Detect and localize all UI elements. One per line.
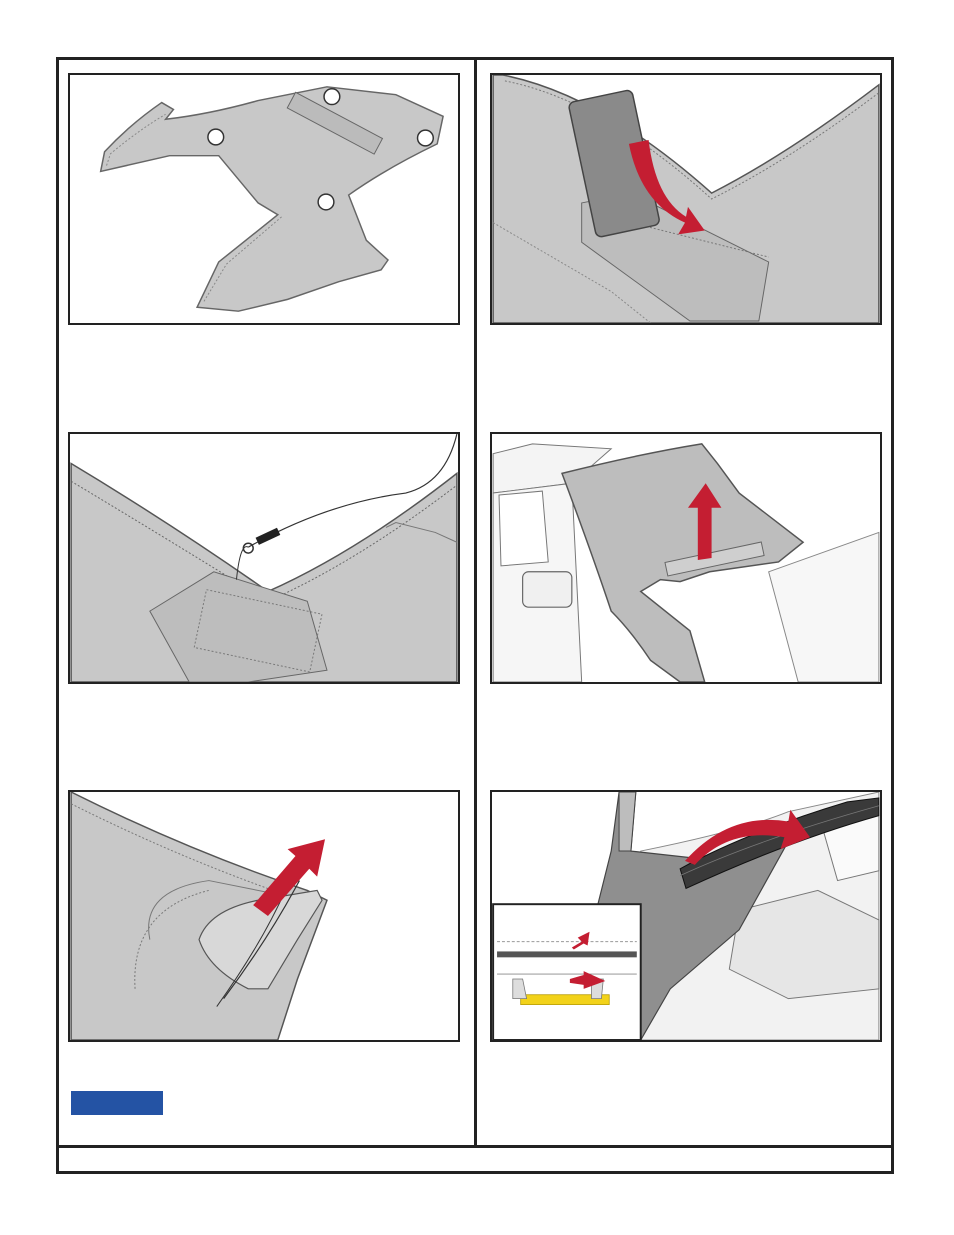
figure-step-2 bbox=[490, 73, 882, 325]
fabric-pattern-illustration bbox=[70, 75, 458, 323]
zipper-ring bbox=[243, 543, 253, 553]
zipper-pull-illustration bbox=[70, 434, 458, 682]
vehicle-fabric-illustration bbox=[492, 434, 880, 682]
caption-step-5 bbox=[68, 1054, 460, 1086]
figure-step-1 bbox=[68, 73, 460, 325]
marker-circle-3 bbox=[418, 130, 434, 146]
note-badge bbox=[71, 1091, 163, 1115]
side-mirror bbox=[523, 572, 572, 607]
marker-circle-4 bbox=[318, 194, 334, 210]
caption-step-3 bbox=[68, 696, 460, 756]
column-divider bbox=[474, 57, 477, 1147]
detail-inset bbox=[493, 904, 641, 1040]
door-window bbox=[499, 491, 548, 566]
marker-circle-1 bbox=[324, 89, 340, 105]
caption-step-2 bbox=[490, 336, 882, 396]
footer-bar bbox=[59, 1148, 891, 1171]
marker-circle-2 bbox=[208, 129, 224, 145]
squeegee-illustration bbox=[492, 75, 880, 323]
caption-step-1 bbox=[68, 336, 460, 396]
caption-step-6 bbox=[490, 1054, 882, 1114]
seal-install-illustration bbox=[492, 792, 880, 1040]
figure-step-4 bbox=[490, 432, 882, 684]
figure-step-5 bbox=[68, 790, 460, 1042]
fabric-flap-illustration bbox=[70, 792, 458, 1040]
figure-step-6 bbox=[490, 790, 882, 1042]
fabric-piece bbox=[101, 87, 443, 311]
zipper-pull-tab bbox=[256, 528, 281, 545]
figure-step-3 bbox=[68, 432, 460, 684]
caption-step-4 bbox=[490, 696, 882, 756]
